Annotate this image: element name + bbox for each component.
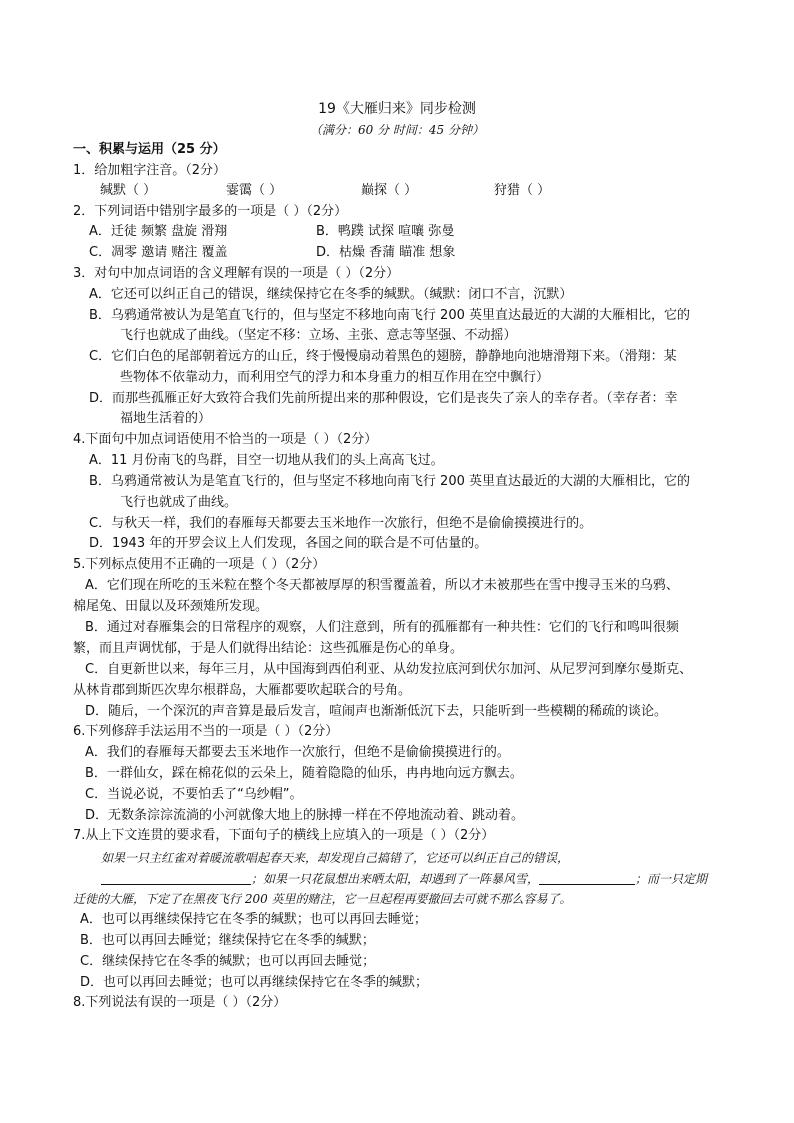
- q7-option-c: C．继续保持它在冬季的缄默；也可以再回去睡觉；: [80, 954, 376, 969]
- page-title: 19《大雁归来》同步检测: [318, 101, 476, 117]
- page-subtitle: （满分：60 分 时间：45 分钟）: [310, 123, 484, 137]
- q4-stem: 4.下面句中加点词语使用不恰当的一项是（ ）（2分）: [73, 432, 378, 447]
- q4-option-c: C．与秋天一样，我们的春雁每天都要去玉米地作一次旅行，但绝不是偷偷摸摸进行的。: [89, 516, 593, 531]
- q5-option-d: D．随后，一个深沉的声音算是最后发言，喧闹声也渐渐低沉下去，只能听到一些模糊的稀疏的谈论。: [85, 704, 668, 719]
- q4-option-b-line2: 飞行也就成了曲线。: [120, 495, 238, 510]
- q1-item-3: 巅探（ ）: [361, 183, 418, 198]
- fill-blank-1[interactable]: [101, 871, 251, 885]
- q2-option-b: B．鸭蹼 试探 喧嚷 弥曼: [316, 224, 455, 239]
- q1-stem: 1．给加粗字注音。（2分）: [73, 163, 227, 178]
- q8-stem: 8.下列说法有误的一项是（ ）（2分）: [73, 995, 287, 1010]
- q5-option-c-line2: 从林肯郡到斯匹次卑尔根群岛，大雁都要吹起联合的号角。: [73, 683, 412, 698]
- q2-option-c: C．凋零 邀请 赌注 覆盖: [89, 245, 228, 260]
- q6-stem: 6.下列修辞手法运用不当的一项是（ ）（2分）: [73, 724, 339, 739]
- q7-option-a: A．也可以再继续保持它在冬季的缄默；也可以再回去睡觉；: [80, 912, 427, 927]
- q1-item-1: 缄默（ ）: [100, 183, 157, 198]
- q7-option-b: B．也可以再回去睡觉；继续保持它在冬季的缄默；: [80, 933, 375, 948]
- q4-option-b-line1: B．乌鸦通常被认为是笔直飞行的，但与坚定不移地向南飞行 200 英里直达最近的大湖的大雁相比，它的: [89, 474, 690, 489]
- q3-option-c-line1: C．它们白色的尾部朝着远方的山丘，终于慢慢扇动着黑色的翅膀，静静地向池塘滑翔下来。（滑翔：某: [89, 349, 677, 364]
- q4-option-a: A．11 月份南飞的鸟群，目空一切地从我们的头上高高飞过。: [89, 453, 444, 468]
- q3-option-b-line2: 飞行也就成了曲线。（坚定不移：立场、主张、意志等坚强、不动摇）: [120, 328, 517, 343]
- section-heading: 一、积累与运用（25 分）: [73, 142, 226, 157]
- q3-option-c-line2: 些物体不依靠动力，而利用空气的浮力和本身重力的相互作用在空中飘行）: [120, 370, 550, 385]
- q7-passage-line2: [101, 870, 707, 888]
- q5-option-b-line1: B．通过对春雁集会的日常程序的观察，人们注意到，所有的孤雁都有一种共性：它们的飞行和鸣叫很频: [85, 620, 679, 635]
- q3-option-a: A．它还可以纠正自己的错误，继续保持它在冬季的缄默。（缄默：闭口不言，沉默）: [89, 287, 573, 302]
- q7-option-d: D．也可以再回去睡觉；也可以再继续保持它在冬季的缄默；: [80, 975, 429, 990]
- q5-option-a-line2: 棉尾兔、田鼠以及环颈雉所发现。: [73, 599, 269, 614]
- q6-option-b: B．一群仙女，踩在棉花似的云朵上，随着隐隐的仙乐，冉冉地向远方飘去。: [85, 766, 523, 781]
- q5-option-c-line1: C．自更新世以来，每年三月，从中国海到西伯利亚、从幼发拉底河到伏尔加河、从尼罗河到摩尔曼斯克、: [85, 662, 693, 677]
- q3-option-d-line2: 福地生活着的）: [120, 411, 212, 426]
- q6-option-d: D．无数条淙淙流淌的小河就像大地上的脉搏一样在不停地流动着、跳动着。: [85, 808, 525, 823]
- q2-option-d: D．枯燥 香蒲 瞄准 想象: [316, 245, 456, 260]
- q7-passage-line1: 如果一只主红雀对着暖流歌唱起春天来，却发现自己搞错了，它还可以纠正自己的错误，: [101, 851, 570, 865]
- q7-passage-line3: 迁徙的大雁，下定了在黑夜飞行 200 英里的赌注，它一旦起程再要撤回去可就不那么容易了。: [73, 892, 572, 906]
- q6-option-a: A．我们的春雁每天都要去玉米地作一次旅行，但绝不是偷偷摸摸进行的。: [85, 745, 510, 760]
- fill-blank-2[interactable]: [539, 871, 635, 885]
- q2-option-a: A．迁徒 频繁 盘旋 滑翔: [89, 224, 228, 239]
- q5-option-a-line1: A．它们现在所吃的玉米粒在整个冬天都被厚厚的积雪覆盖着，所以才未被那些在雪中搜寻玉米的乌鸦、: [85, 578, 679, 593]
- q7-passage-tail: ；而一只定期: [635, 872, 708, 886]
- q3-stem: 3．对句中加点词语的含义理解有误的一项是（ ）（2分）: [73, 266, 400, 281]
- q3-option-d-line1: D．而那些孤雁正好大致符合我们先前所提出来的那种假设，它们是丧失了亲人的幸存者。（幸存者：幸: [89, 391, 678, 406]
- q3-option-b-line1: B．乌鸦通常被认为是笔直飞行的，但与坚定不移地向南飞行 200 英里直达最近的大湖的大雁相比，它的: [89, 308, 690, 323]
- q5-option-b-line2: 繁，而且声调忧郁，于是人们就得出结论：这些孤雁是伤心的单身。: [73, 641, 464, 656]
- q1-item-4: 狩猎（ ）: [494, 183, 551, 198]
- q4-option-d: D．1943 年的开罗会议上人们发现，各国之间的联合是不可估量的。: [89, 536, 488, 551]
- q5-stem: 5.下列标点使用不正确的一项是（ ）（2分）: [73, 557, 326, 572]
- q7-passage-mid: ；如果一只花鼠想出来晒太阳，却遇到了一阵暴风雪，: [251, 872, 540, 886]
- q7-stem: 7.从上下文连贯的要求看，下面句子的横线上应填入的一项是（ ）（2分）: [73, 828, 495, 843]
- q6-option-c: C．当说必说，不要怕丢了“乌纱帽”。: [85, 787, 303, 802]
- q2-stem: 2．下列词语中错别字最多的一项是（ ）（2分）: [73, 204, 348, 219]
- q1-item-2: 霎霭（ ）: [226, 183, 283, 198]
